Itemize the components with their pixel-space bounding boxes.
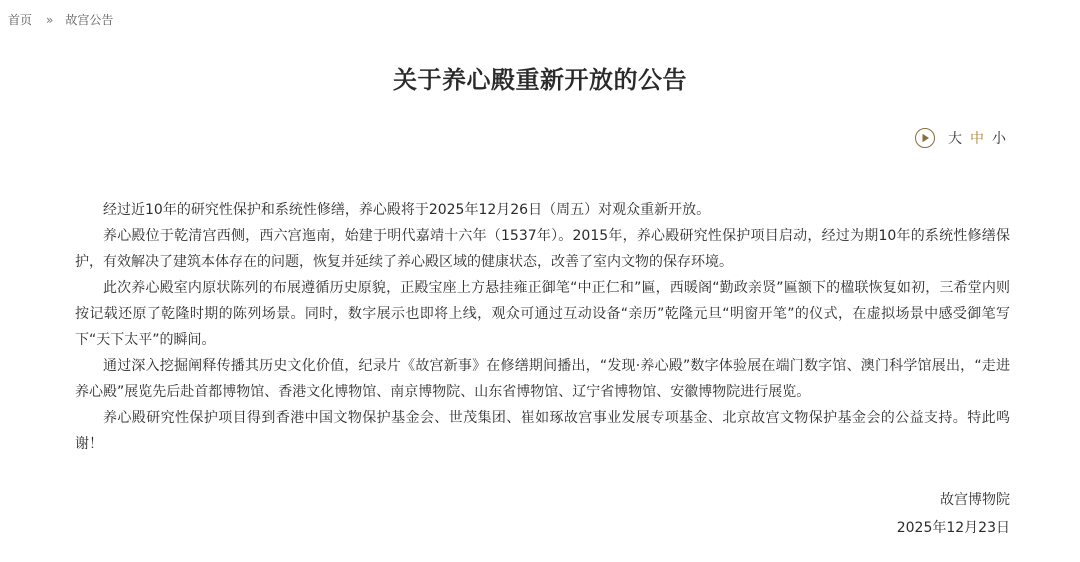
paragraph: 养心殿研究性保护项目得到香港中国文物保护基金会、世茂集团、崔如琢故宫事业发展专项基金、北京故宫文物保护基金会的公益支持。特此鸣谢！	[75, 410, 1010, 452]
font-size-medium-button[interactable]: 中	[970, 131, 984, 147]
play-audio-button[interactable]	[915, 128, 935, 148]
paragraph: 经过近10年的研究性保护和系统性修缮，养心殿将于2025年12月26日（周五）对观众重新开放。	[103, 202, 711, 218]
font-size-small-button[interactable]: 小	[992, 131, 1006, 147]
font-size-large-button[interactable]: 大	[948, 131, 962, 147]
signature-date: 2025年12月23日	[896, 520, 1010, 536]
paragraph: 通过深入挖掘阐释传播其历史文化价值，纪录片《故宫新事》在修缮期间播出，“发现·养心殿”数字体验展在端门数字馆、澳门科学馆展出，“走进养心殿”展览先后赴首都博物馆、香港文化博物馆、南京博物院、山东省博物馆、辽宁省博物馆、安徽博物院进行展览。	[75, 358, 1010, 400]
announcement-body	[75, 197, 1010, 457]
paragraph: 此次养心殿室内原状陈列的布展遵循历史原貌，正殿宝座上方悬挂雍正御笔“中正仁和”匾，西暖阁“勤政亲贤”匾额下的楹联恢复如初，三希堂内则按记载还原了乾隆时期的陈列场景。同时，数字展示也即将上线，观众可通过互动设备“亲历”乾隆元旦“明窗开笔”的仪式，在虚拟场景中感受御笔写下“天下太平”的瞬间。	[75, 280, 1010, 348]
signature-org: 故宫博物院	[940, 492, 1010, 508]
play-icon	[921, 133, 930, 143]
page-title: 关于养心殿重新开放的公告	[393, 66, 687, 94]
breadcrumb-separator: »	[46, 12, 54, 27]
breadcrumb-home-link[interactable]: 首页	[8, 13, 33, 27]
breadcrumb-current-link[interactable]: 故宫公告	[65, 13, 114, 27]
breadcrumb	[8, 11, 113, 28]
paragraph: 养心殿位于乾清宫西侧，西六宫迤南，始建于明代嘉靖十六年（1537年）。2015年，养心殿研究性保护项目启动，经过为期10年的系统性修缮保护，有效解决了建筑本体存在的问题，恢复并延续了养心殿区域的健康状态，改善了室内文物的保存环境。	[75, 228, 1010, 270]
reading-tools	[915, 128, 1010, 148]
signature-block	[897, 486, 1010, 542]
